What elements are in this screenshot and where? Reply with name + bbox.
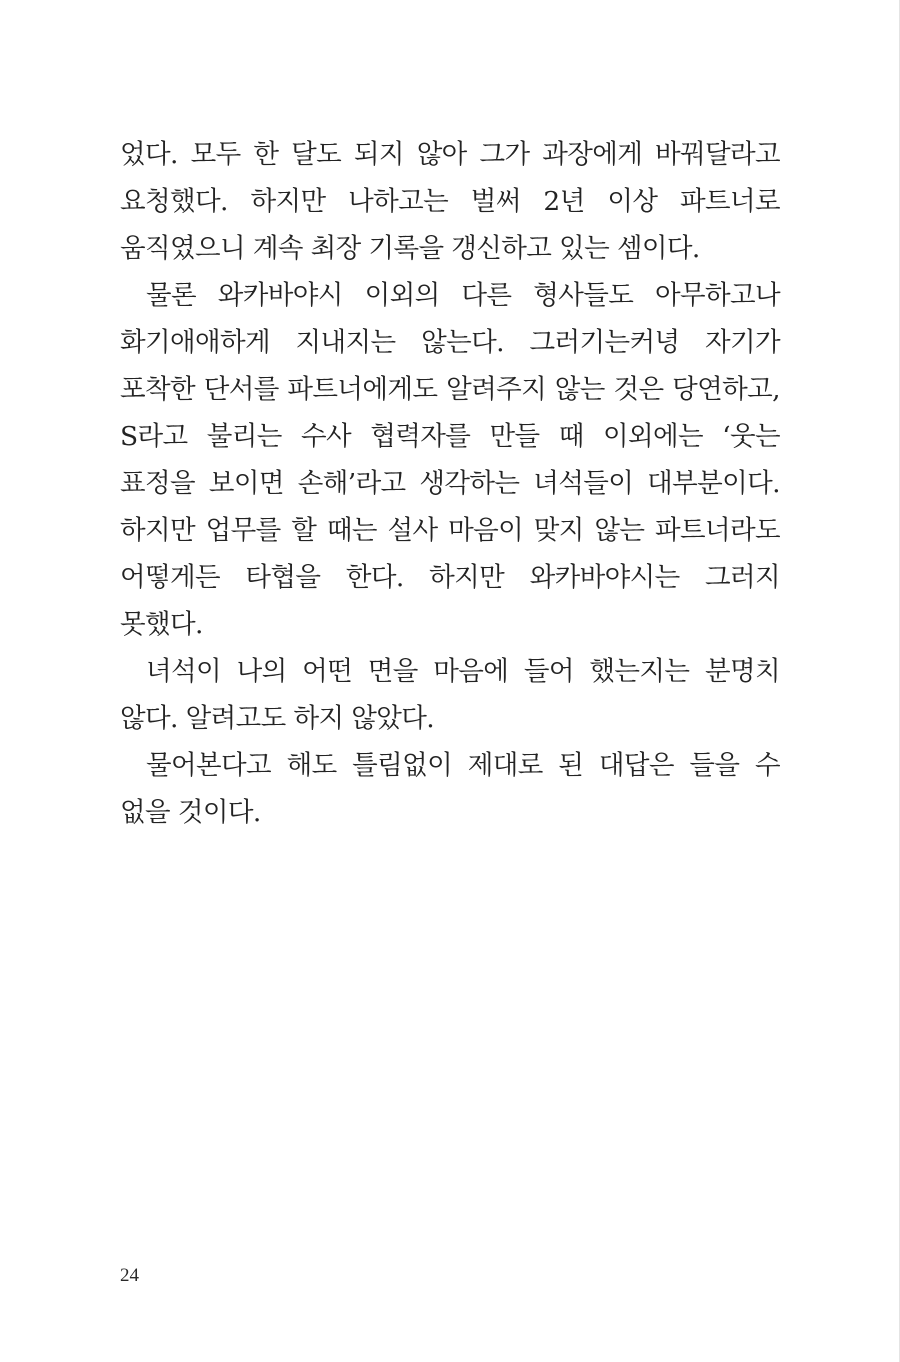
paragraph-2: 물론 와카바야시 이외의 다른 형사들도 아무하고나 화기애애하게 지내지는 않는다. 그러기는커녕 자기가 포착한 단서를 파트너에게도 알려주지 않는 것은 당연하고, S라고 불리는 수사 협력자를 만들 때 이외에는 ‘웃는 표정을 보이면 손해’라고 생각하는 녀석들이 대부분이다. 하지만 업무를 할 때는 설사 마음이 맞지 않는 파트너라도 어떻게든 타협을 한다. 하지만 와카바야시는 그러지 못했다.	[120, 280, 780, 640]
paragraph-1: 었다. 모두 한 달도 되지 않아 그가 과장에게 바꿔달라고 요청했다. 하지만 나하고는 벌써 2년 이상 파트너로 움직였으니 계속 최장 기록을 갱신하고 있는 셈이다.	[120, 139, 780, 264]
paragraph-4: 물어본다고 해도 틀림없이 제대로 된 대답은 들을 수 없을 것이다.	[120, 750, 780, 828]
body-text	[120, 131, 780, 836]
paragraph-3: 녀석이 나의 어떤 면을 마음에 들어 했는지는 분명치 않다. 알려고도 하지 않았다.	[120, 656, 780, 734]
page-number: 24	[120, 1265, 139, 1286]
